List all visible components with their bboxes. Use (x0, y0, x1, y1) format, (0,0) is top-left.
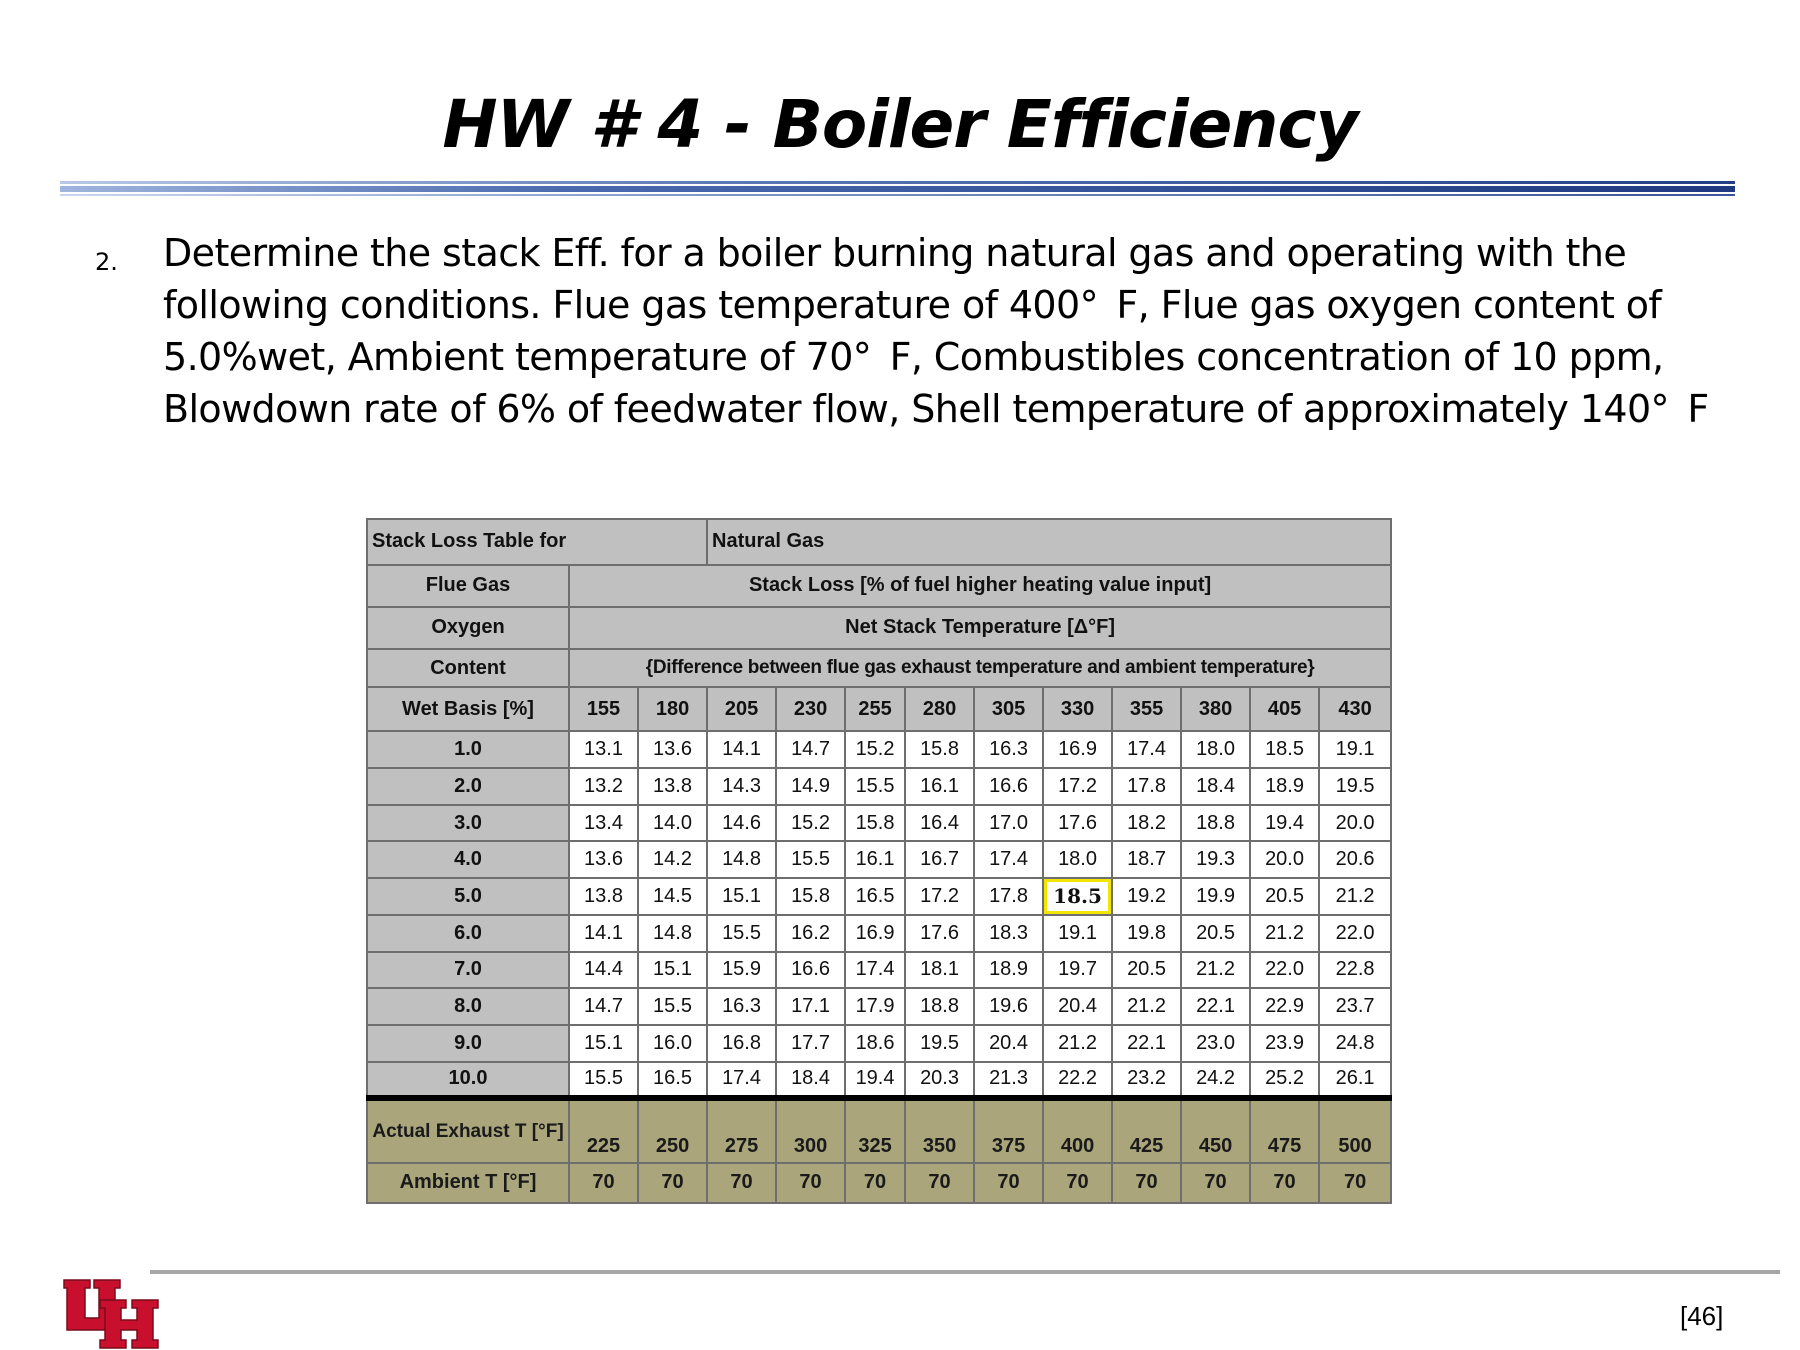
stack-loss-value: 21.2 (1181, 952, 1250, 989)
stack-loss-value: 21.2 (1250, 915, 1319, 952)
stack-loss-value: 15.9 (707, 952, 776, 989)
stack-loss-value: 14.4 (569, 952, 638, 989)
stack-loss-value: 22.1 (1112, 1025, 1181, 1062)
ambient-value: 70 (1181, 1163, 1250, 1203)
stack-loss-value: 16.4 (905, 805, 974, 842)
oxygen-content-value: 8.0 (367, 988, 569, 1025)
stack-loss-value: 17.8 (974, 878, 1043, 915)
stack-loss-value: 17.1 (776, 988, 845, 1025)
ambient-label: Ambient T [°F] (367, 1163, 569, 1203)
stack-loss-value: 22.0 (1319, 915, 1391, 952)
stack-loss-value: 17.9 (845, 988, 905, 1025)
stack-loss-value: 23.0 (1181, 1025, 1250, 1062)
stack-loss-value: 22.9 (1250, 988, 1319, 1025)
stack-loss-value: 15.8 (845, 805, 905, 842)
stack-loss-value: 20.3 (905, 1062, 974, 1099)
stack-loss-grid (366, 518, 1392, 1204)
net-temp-header: 180 (638, 687, 707, 731)
ambient-value: 70 (905, 1163, 974, 1203)
stack-loss-value: 16.9 (1043, 731, 1112, 768)
stack-loss-value: 18.0 (1043, 841, 1112, 878)
stack-loss-value: 19.1 (1043, 915, 1112, 952)
stack-loss-value: 17.4 (845, 952, 905, 989)
question-line: following conditions. Flue gas temperature of 400° F, Flue gas oxygen content of (163, 283, 1662, 327)
stack-loss-value: 13.8 (569, 878, 638, 915)
footer-rule (150, 1270, 1780, 1274)
oxygen-content-value: 1.0 (367, 731, 569, 768)
stack-loss-value: 16.3 (707, 988, 776, 1025)
actual-exhaust-value: 250 (638, 1098, 707, 1163)
stack-loss-value: 16.7 (905, 841, 974, 878)
actual-exhaust-value: 475 (1250, 1098, 1319, 1163)
question-line: Blowdown rate of 6% of feedwater flow, Shell temperature of approximately 140° F (163, 387, 1709, 431)
stack-loss-value: 16.8 (707, 1025, 776, 1062)
stack-loss-value: 14.7 (776, 731, 845, 768)
table-row (367, 805, 1391, 842)
stack-loss-value: 16.9 (845, 915, 905, 952)
stack-loss-value: 18.7 (1112, 841, 1181, 878)
stack-loss-value: 16.1 (905, 768, 974, 805)
oxygen-content-value: 3.0 (367, 805, 569, 842)
stack-loss-value: 16.5 (638, 1062, 707, 1099)
table-row (367, 768, 1391, 805)
table-row (367, 915, 1391, 952)
stack-loss-value: 22.2 (1043, 1062, 1112, 1099)
stack-loss-value: 21.2 (1043, 1025, 1112, 1062)
stack-loss-value: 19.5 (905, 1025, 974, 1062)
net-temp-header: 205 (707, 687, 776, 731)
net-temp-header: 430 (1319, 687, 1391, 731)
actual-exhaust-value: 375 (974, 1098, 1043, 1163)
stack-loss-value: 14.6 (707, 805, 776, 842)
oxygen-content-value: 7.0 (367, 952, 569, 989)
oxygen-content-value: 9.0 (367, 1025, 569, 1062)
stack-loss-value: 14.1 (569, 915, 638, 952)
title-rule (60, 186, 1735, 192)
table-row (367, 731, 1391, 768)
wet-basis-label: Wet Basis [%] (367, 687, 569, 731)
stack-loss-value: 15.5 (638, 988, 707, 1025)
stack-loss-value: 19.4 (845, 1062, 905, 1099)
stack-loss-value: 15.5 (707, 915, 776, 952)
stack-loss-value: 16.3 (974, 731, 1043, 768)
stack-loss-value: 22.1 (1181, 988, 1250, 1025)
stack-loss-value: 15.5 (776, 841, 845, 878)
stack-loss-value: 15.5 (569, 1062, 638, 1099)
ambient-value: 70 (1112, 1163, 1181, 1203)
stack-loss-value: 18.5 (1250, 731, 1319, 768)
net-temp-header: 230 (776, 687, 845, 731)
stack-loss-value: 14.9 (776, 768, 845, 805)
net-temp-header: 255 (845, 687, 905, 731)
stack-loss-value: 14.7 (569, 988, 638, 1025)
actual-exhaust-value: 350 (905, 1098, 974, 1163)
actual-exhaust-label: Actual Exhaust T [°F] (367, 1098, 569, 1163)
stack-loss-value: 13.6 (569, 841, 638, 878)
stack-loss-value: 14.0 (638, 805, 707, 842)
stack-loss-value: 26.1 (1319, 1062, 1391, 1099)
net-temp-header: 280 (905, 687, 974, 731)
stack-loss-value: 20.5 (1250, 878, 1319, 915)
stack-loss-value: 19.2 (1112, 878, 1181, 915)
page-number: [46] (1680, 1301, 1724, 1331)
title-rule (60, 181, 1735, 184)
uh-logo (62, 1278, 166, 1350)
stack-loss-value: 18.9 (1250, 768, 1319, 805)
stack-loss-value: 17.4 (707, 1062, 776, 1099)
stack-loss-value: 15.2 (845, 731, 905, 768)
ambient-value: 70 (638, 1163, 707, 1203)
stack-loss-value: 18.2 (1112, 805, 1181, 842)
stack-loss-value: 16.5 (845, 878, 905, 915)
question-number: 2. (95, 248, 118, 276)
stack-loss-value: 21.2 (1112, 988, 1181, 1025)
stack-loss-value: 15.2 (776, 805, 845, 842)
stack-loss-value: 18.4 (776, 1062, 845, 1099)
stack-loss-value: 13.6 (638, 731, 707, 768)
stack-loss-value: 18.0 (1181, 731, 1250, 768)
oxygen-label: Oxygen (367, 607, 569, 649)
slide-title: HW # 4 - Boiler Efficiency (442, 86, 1358, 163)
stack-loss-value: 18.4 (1181, 768, 1250, 805)
stack-loss-value: 13.1 (569, 731, 638, 768)
net-temp-header: 305 (974, 687, 1043, 731)
stack-loss-value: 18.8 (1181, 805, 1250, 842)
ambient-value: 70 (1043, 1163, 1112, 1203)
actual-exhaust-value: 325 (845, 1098, 905, 1163)
stack-loss-value: 20.0 (1319, 805, 1391, 842)
stack-loss-value: 18.9 (974, 952, 1043, 989)
title-rule (60, 194, 1735, 196)
stack-loss-value: 15.1 (569, 1025, 638, 1062)
table-row (367, 878, 1391, 915)
stack-loss-value: 15.8 (905, 731, 974, 768)
stack-loss-value: 18.1 (905, 952, 974, 989)
stack-loss-value: 19.7 (1043, 952, 1112, 989)
table-subtitle-cell: Natural Gas (707, 519, 1391, 565)
stack-loss-value: 21.3 (974, 1062, 1043, 1099)
stack-loss-value: 17.8 (1112, 768, 1181, 805)
stack-loss-value: 16.6 (974, 768, 1043, 805)
stack-loss-value: 20.6 (1319, 841, 1391, 878)
table-row (367, 952, 1391, 989)
stack-loss-value: 17.4 (974, 841, 1043, 878)
stack-loss-value: 13.4 (569, 805, 638, 842)
actual-exhaust-value: 300 (776, 1098, 845, 1163)
stack-loss-value: 17.2 (905, 878, 974, 915)
oxygen-content-value: 5.0 (367, 878, 569, 915)
stack-loss-value: 18.8 (905, 988, 974, 1025)
stack-loss-value: 17.4 (1112, 731, 1181, 768)
stack-loss-value: 17.2 (1043, 768, 1112, 805)
table-row (367, 1062, 1391, 1099)
stack-loss-heading: Stack Loss [% of fuel higher heating value input] (569, 565, 1391, 607)
stack-loss-value: 20.4 (1043, 988, 1112, 1025)
oxygen-content-value: 10.0 (367, 1062, 569, 1099)
stack-loss-value: 22.0 (1250, 952, 1319, 989)
stack-loss-value: 20.0 (1250, 841, 1319, 878)
stack-loss-value: 20.5 (1181, 915, 1250, 952)
stack-loss-value: 24.8 (1319, 1025, 1391, 1062)
stack-loss-value: 17.7 (776, 1025, 845, 1062)
stack-loss-value: 13.2 (569, 768, 638, 805)
stack-loss-value: 19.8 (1112, 915, 1181, 952)
table-row (367, 988, 1391, 1025)
stack-loss-value: 19.1 (1319, 731, 1391, 768)
ambient-value: 70 (845, 1163, 905, 1203)
stack-loss-value: 15.5 (845, 768, 905, 805)
ambient-value: 70 (1250, 1163, 1319, 1203)
actual-exhaust-value: 425 (1112, 1098, 1181, 1163)
stack-loss-value: 19.4 (1250, 805, 1319, 842)
net-temp-header: 380 (1181, 687, 1250, 731)
net-temp-header: 405 (1250, 687, 1319, 731)
stack-loss-value: 19.5 (1319, 768, 1391, 805)
stack-loss-value: 14.2 (638, 841, 707, 878)
stack-loss-value: 18.6 (845, 1025, 905, 1062)
oxygen-content-value: 4.0 (367, 841, 569, 878)
stack-loss-value: 19.9 (1181, 878, 1250, 915)
stack-loss-value: 23.9 (1250, 1025, 1319, 1062)
stack-loss-value: 22.8 (1319, 952, 1391, 989)
table-row (367, 841, 1391, 878)
stack-loss-value: 14.1 (707, 731, 776, 768)
stack-loss-value: 15.1 (638, 952, 707, 989)
stack-loss-table (366, 518, 1380, 1204)
net-temp-header: 155 (569, 687, 638, 731)
ambient-value: 70 (776, 1163, 845, 1203)
actual-exhaust-value: 450 (1181, 1098, 1250, 1163)
content-label: Content (367, 649, 569, 687)
net-temp-header: 330 (1043, 687, 1112, 731)
stack-loss-value: 15.1 (707, 878, 776, 915)
stack-loss-value: 19.3 (1181, 841, 1250, 878)
ambient-value: 70 (707, 1163, 776, 1203)
ambient-value: 70 (1319, 1163, 1391, 1203)
stack-loss-value: 16.6 (776, 952, 845, 989)
actual-exhaust-value: 500 (1319, 1098, 1391, 1163)
table-row (367, 1025, 1391, 1062)
flue-gas-label: Flue Gas (367, 565, 569, 607)
stack-loss-value: 19.6 (974, 988, 1043, 1025)
stack-loss-value: 24.2 (1181, 1062, 1250, 1099)
stack-loss-value: 13.8 (638, 768, 707, 805)
stack-loss-value: 16.1 (845, 841, 905, 878)
stack-loss-value: 23.2 (1112, 1062, 1181, 1099)
stack-loss-value: 14.8 (638, 915, 707, 952)
question-line: 5.0%wet, Ambient temperature of 70° F, Combustibles concentration of 10 ppm, (163, 335, 1664, 379)
stack-loss-value: 18.3 (974, 915, 1043, 952)
stack-loss-value: 20.5 (1112, 952, 1181, 989)
table-title-cell: Stack Loss Table for (367, 519, 707, 565)
question-line: Determine the stack Eff. for a boiler burning natural gas and operating with the (163, 231, 1627, 275)
stack-loss-value: 14.5 (638, 878, 707, 915)
ambient-value: 70 (974, 1163, 1043, 1203)
stack-loss-value: 14.3 (707, 768, 776, 805)
highlighted-cell: 18.5 (1043, 878, 1112, 915)
oxygen-content-value: 2.0 (367, 768, 569, 805)
actual-exhaust-value: 225 (569, 1098, 638, 1163)
stack-loss-value: 16.2 (776, 915, 845, 952)
stack-loss-value: 17.0 (974, 805, 1043, 842)
net-stack-heading: Net Stack Temperature [Δ°F] (569, 607, 1391, 649)
net-temp-header: 355 (1112, 687, 1181, 731)
stack-loss-value: 20.4 (974, 1025, 1043, 1062)
stack-loss-value: 16.0 (638, 1025, 707, 1062)
stack-loss-value: 23.7 (1319, 988, 1391, 1025)
actual-exhaust-value: 400 (1043, 1098, 1112, 1163)
difference-heading: {Difference between flue gas exhaust temperature and ambient temperature} (569, 649, 1391, 687)
stack-loss-value: 17.6 (905, 915, 974, 952)
stack-loss-value: 17.6 (1043, 805, 1112, 842)
oxygen-content-value: 6.0 (367, 915, 569, 952)
ambient-value: 70 (569, 1163, 638, 1203)
question-text (163, 227, 1733, 435)
stack-loss-value: 14.8 (707, 841, 776, 878)
stack-loss-value: 25.2 (1250, 1062, 1319, 1099)
actual-exhaust-value: 275 (707, 1098, 776, 1163)
stack-loss-value: 21.2 (1319, 878, 1391, 915)
stack-loss-value: 15.8 (776, 878, 845, 915)
